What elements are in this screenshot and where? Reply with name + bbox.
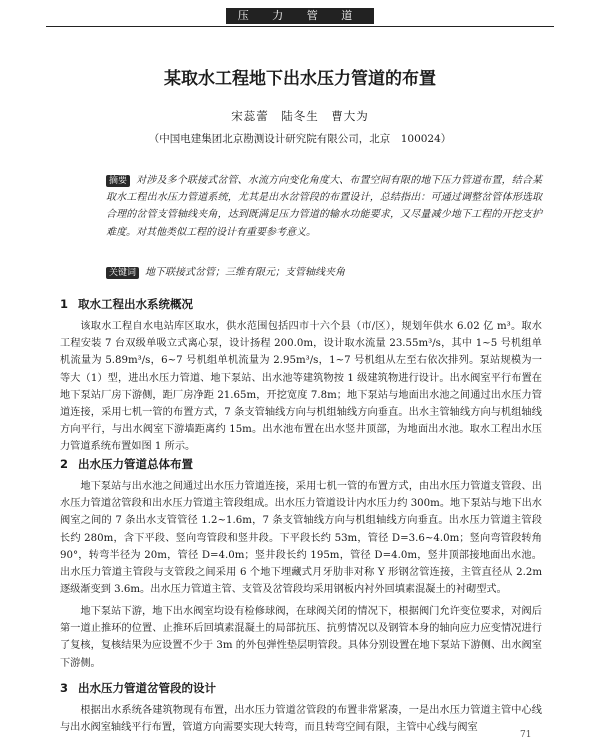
section-title: 出水压力管道岔管段的设计	[78, 681, 216, 695]
section-number: 2	[60, 457, 69, 471]
keywords-label: 关键词	[106, 267, 139, 279]
page-header	[46, 6, 554, 27]
keywords	[106, 264, 542, 281]
section-title: 取水工程出水系统概况	[78, 297, 193, 311]
abstract	[106, 172, 542, 241]
keywords-text: 地下联接式岔管；三维有限元；支管轴线夹角	[145, 267, 346, 278]
article-authors: 宋蕊蕾 陆冬生 曹大为	[231, 109, 369, 123]
section-2-heading	[60, 456, 193, 472]
abstract-text: 对涉及多个联接式岔管、水流方向变化角度大、布置空间有限的地下压力管道布置，结合某取水工程出水压力管道系统，尤其是出水岔管段的布置设计，总结指出：可通过调整岔管体形选取合理的岔管支管轴线夹角，达到既满足压力管道的输水功能要求，又尽量减少地下工程的开挖支护难度。对其他类似工程的设计有重要参考意义。	[106, 175, 542, 238]
article-affiliation: （中国电建集团北京勘测设计研究院有限公司，北京 100024）	[148, 133, 452, 145]
section-number: 3	[60, 681, 69, 695]
section-1-paragraph: 该取水工程自水电站库区取水，供水范围包括四市十六个县（市/区），规划年供水 6.02 亿 m³。取水工程安装 7 台双级单吸立式离心泵，设计扬程 200.0m，设计取水流量 23.55m³/s，其中 1~5 号机组单机流量为 5.89m³/s，6~7 号机组单机流量为 2.95m³/s，1~7 号机组从左至右依次排列。泵站规模为一等大（1）型，进出水压力管道、地下泵站、出水池等建筑物按 1 级建筑物进行设计。出水阀室平行布置在地下泵站厂房下游侧，距厂房净距 21.65m，开挖宽度 7.8m；地下泵站与地面出水池之间通过出水压力管道连接，采用七机一管的布置方式，7 条支管轴线方向与机组轴线方向垂直。出水主管轴线方向与机组轴线方向平行，与出水阀室下游墙距离约 15m。出水池布置在出水竖井顶部，为地面出水池。取水工程出水压力管道系统布置如图 1 所示。	[60, 321, 542, 453]
section-title: 出水压力管道总体布置	[78, 457, 193, 471]
section-3-paragraph: 根据出水系统各建筑物现有布置，出水压力管道岔管段的布置非常紧凑，一是出水压力管道主管中心线与出水阀室轴线平行布置，管道方向需要实现大转弯，而且转弯空间有限，主管中心线与阀室	[60, 705, 542, 734]
header-section-label: 压 力 管 道	[237, 9, 363, 22]
section-number: 1	[60, 297, 69, 311]
page-number: 71	[520, 730, 532, 740]
section-1-heading	[60, 296, 193, 312]
article-title: 某取水工程地下出水压力管道的布置	[164, 69, 436, 89]
abstract-label: 摘要	[106, 175, 130, 187]
section-2-paragraph-1: 地下泵站与出水池之间通过出水压力管道连接，采用七机一管的布置方式，由出水压力管道支管段、出水压力管道岔管段和出水压力管道主管段组成。出水压力管道设计内水压力约 300m。地下泵站与地下出水阀室之间的 7 条出水支管管径 1.2~1.6m，7 条支管轴线方向与机组轴线方向垂直。出水压力管道主管段长约 280m，含下平段、竖向弯管段和竖井段。下平段长约 53m，管径 D=3.6~4.0m；竖向弯管段转角 90°，转弯半径为 20m，管径 D=4.0m；竖井段长约 195m，管径 D=4.0m，竖井顶部接地面出水池。出水压力管道主管段与支管段之间采用 6 个地下埋藏式月牙肋非对称 Y 形钢岔管连接，主管直径从 2.2m 逐级渐变到 3.6m。出水压力管道主管、支管及岔管段均采用钢板内衬外回填素混凝土的衬砌型式。	[60, 481, 542, 596]
section-3-heading	[60, 680, 216, 696]
section-2-paragraph-2: 地下泵站下游，地下出水阀室均设有检修球阀，在球阀关闭的情况下，根据阀门允许变位要求，对阀后第一道止推环的位置、止推环后回填素混凝土的局部抗压、抗剪情况以及钢管本身的轴向应力应变情况进行了复核，复核结果为应设置不少于 3m 的外包弹性垫层明管段。具体分别设置在地下泵站下游侧、出水阀室下游侧。	[60, 606, 542, 669]
